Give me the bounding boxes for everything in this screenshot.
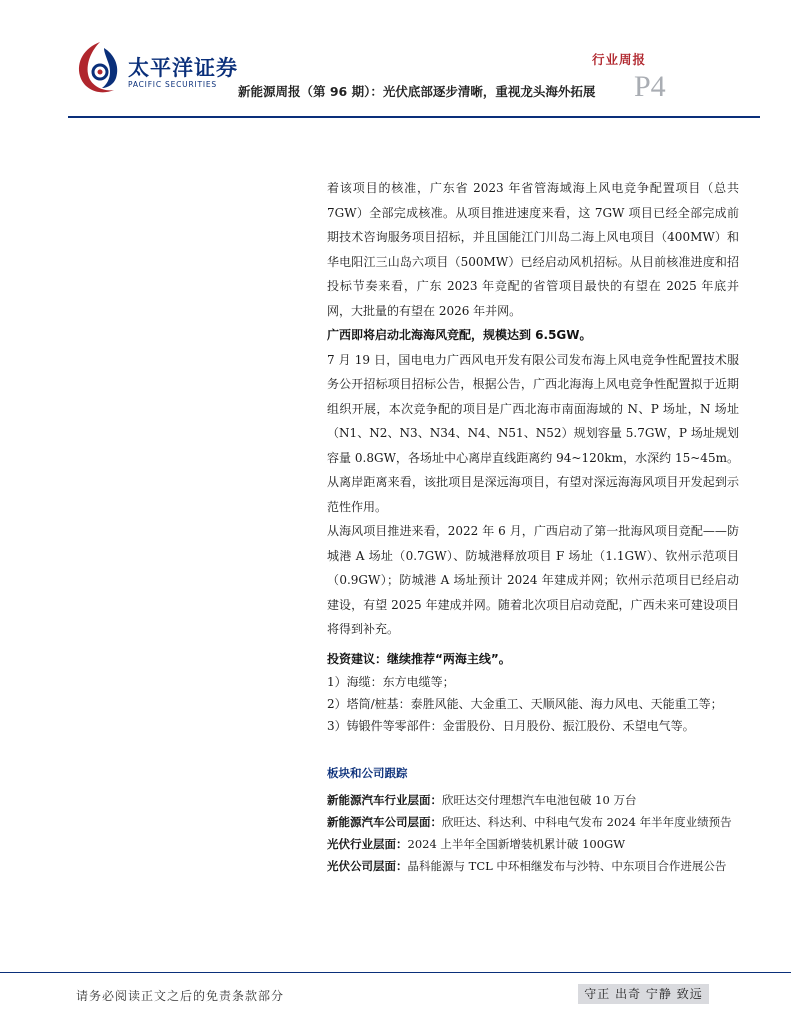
main-content	[327, 176, 739, 877]
heading-guangxi: 广西即将启动北海海风竞配，规模达到 6.5GW。	[327, 328, 592, 342]
page-number: P4	[634, 70, 666, 103]
logo-mark-icon	[74, 38, 126, 98]
list-item: 2）塔筒/桩基：泰胜风能、大金重工、天顺风能、海力风电、天能重工等；	[327, 697, 723, 711]
tracking-item	[327, 789, 739, 811]
tracking-item	[327, 811, 739, 833]
logo-text-en: PACIFIC SECURITIES	[128, 80, 217, 89]
tracking-value: 欣旺达、科达利、中科电气发布 2024 年半年度业绩预告	[442, 815, 732, 829]
tracking-item	[327, 855, 739, 877]
tracking-key: 光伏公司层面：	[327, 859, 408, 873]
company-logo	[74, 38, 238, 98]
company-motto: 守正 出奇 宁静 致远	[578, 984, 709, 1004]
list-item: 1）海缆：东方电缆等；	[327, 675, 455, 689]
tracking-value: 2024 上半年全国新增装机累计破 100GW	[407, 837, 626, 851]
tracking-item	[327, 833, 739, 855]
recommendation-list	[327, 671, 739, 737]
disclaimer-note: 请务必阅读正文之后的免责条款部分	[76, 989, 285, 1003]
tracking-value: 晶科能源与 TCL 中环相继发布与沙特、中东项目合作进展公告	[407, 859, 727, 873]
tracking-key: 新能源汽车公司层面：	[327, 815, 442, 829]
heading-investment: 投资建议：继续推荐“两海主线”。	[327, 651, 511, 666]
footer-divider	[0, 972, 791, 973]
list-item: 3）铸锻件等零部件：金雷股份、日月股份、振江股份、禾望电气等。	[327, 719, 695, 733]
paragraph-guangxi-progress: 从海风项目推进来看，2022 年 6 月，广西启动了第一批海风项目竞配——防城港 A 场址（0.7GW）、防城港释放项目 F 场址（1.1GW）、钦州示范项目（0.9GW）；防城港 A 场址预计 2024 年建成并网；钦州示范项目已经启动建设，有望 2025 年建成并网。随着北次项目启动竞配，广西未来可建设项目将得到补充。	[327, 524, 739, 636]
paragraph-guangxi-tender: 7 月 19 日，国电电力广西风电开发有限公司发布海上风电竞争性配置技术服务公开招标项目招标公告，根据公告，广西北海海上风电竞争性配置拟于近期组织开展，本次竞争配的项目是广西北海市南面海域的 N、P 场址，N 场址（N1、N2、N3、N34、N4、N51、N52）规划容量 5.7GW，P 场址规划容量 0.8GW，各场址中心离岸直线距离约 94~120km，水深约 15~45m。从离岸距离来看，该批项目是深远海项目，有望对深远海海风项目开发起到示范性作用。	[327, 352, 739, 514]
paragraph-guangdong: 着该项目的核准，广东省 2023 年省管海域海上风电竞争配置项目（总共 7GW）全部完成核准。从项目推进速度来看，这 7GW 项目已经全部完成前期技术咨询服务项目招标，并且国能江门川岛二海上风电项目（400MW）和华电阳江三山岛六项目（500MW）已经启动风机招标。从目前核准进度和招投标节奏来看，广东 2023 年竞配的省管项目最快的有望在 2025 年底并网，大批量的有望在 2026 年并网。	[327, 181, 739, 318]
tracking-list	[327, 789, 739, 877]
header-divider	[68, 116, 760, 118]
tracking-key: 新能源汽车行业层面：	[327, 793, 442, 807]
logo-text-cn: 太平洋证券	[128, 56, 238, 80]
report-title: 新能源周报（第 96 期）：光伏底部逐步清晰，重视龙头海外拓展	[238, 84, 596, 99]
report-type: 行业周报	[591, 52, 646, 67]
tracking-value: 欣旺达交付理想汽车电池包破 10 万台	[442, 793, 637, 807]
tracking-title: 板块和公司跟踪	[327, 766, 408, 780]
tracking-key: 光伏行业层面：	[327, 837, 408, 851]
